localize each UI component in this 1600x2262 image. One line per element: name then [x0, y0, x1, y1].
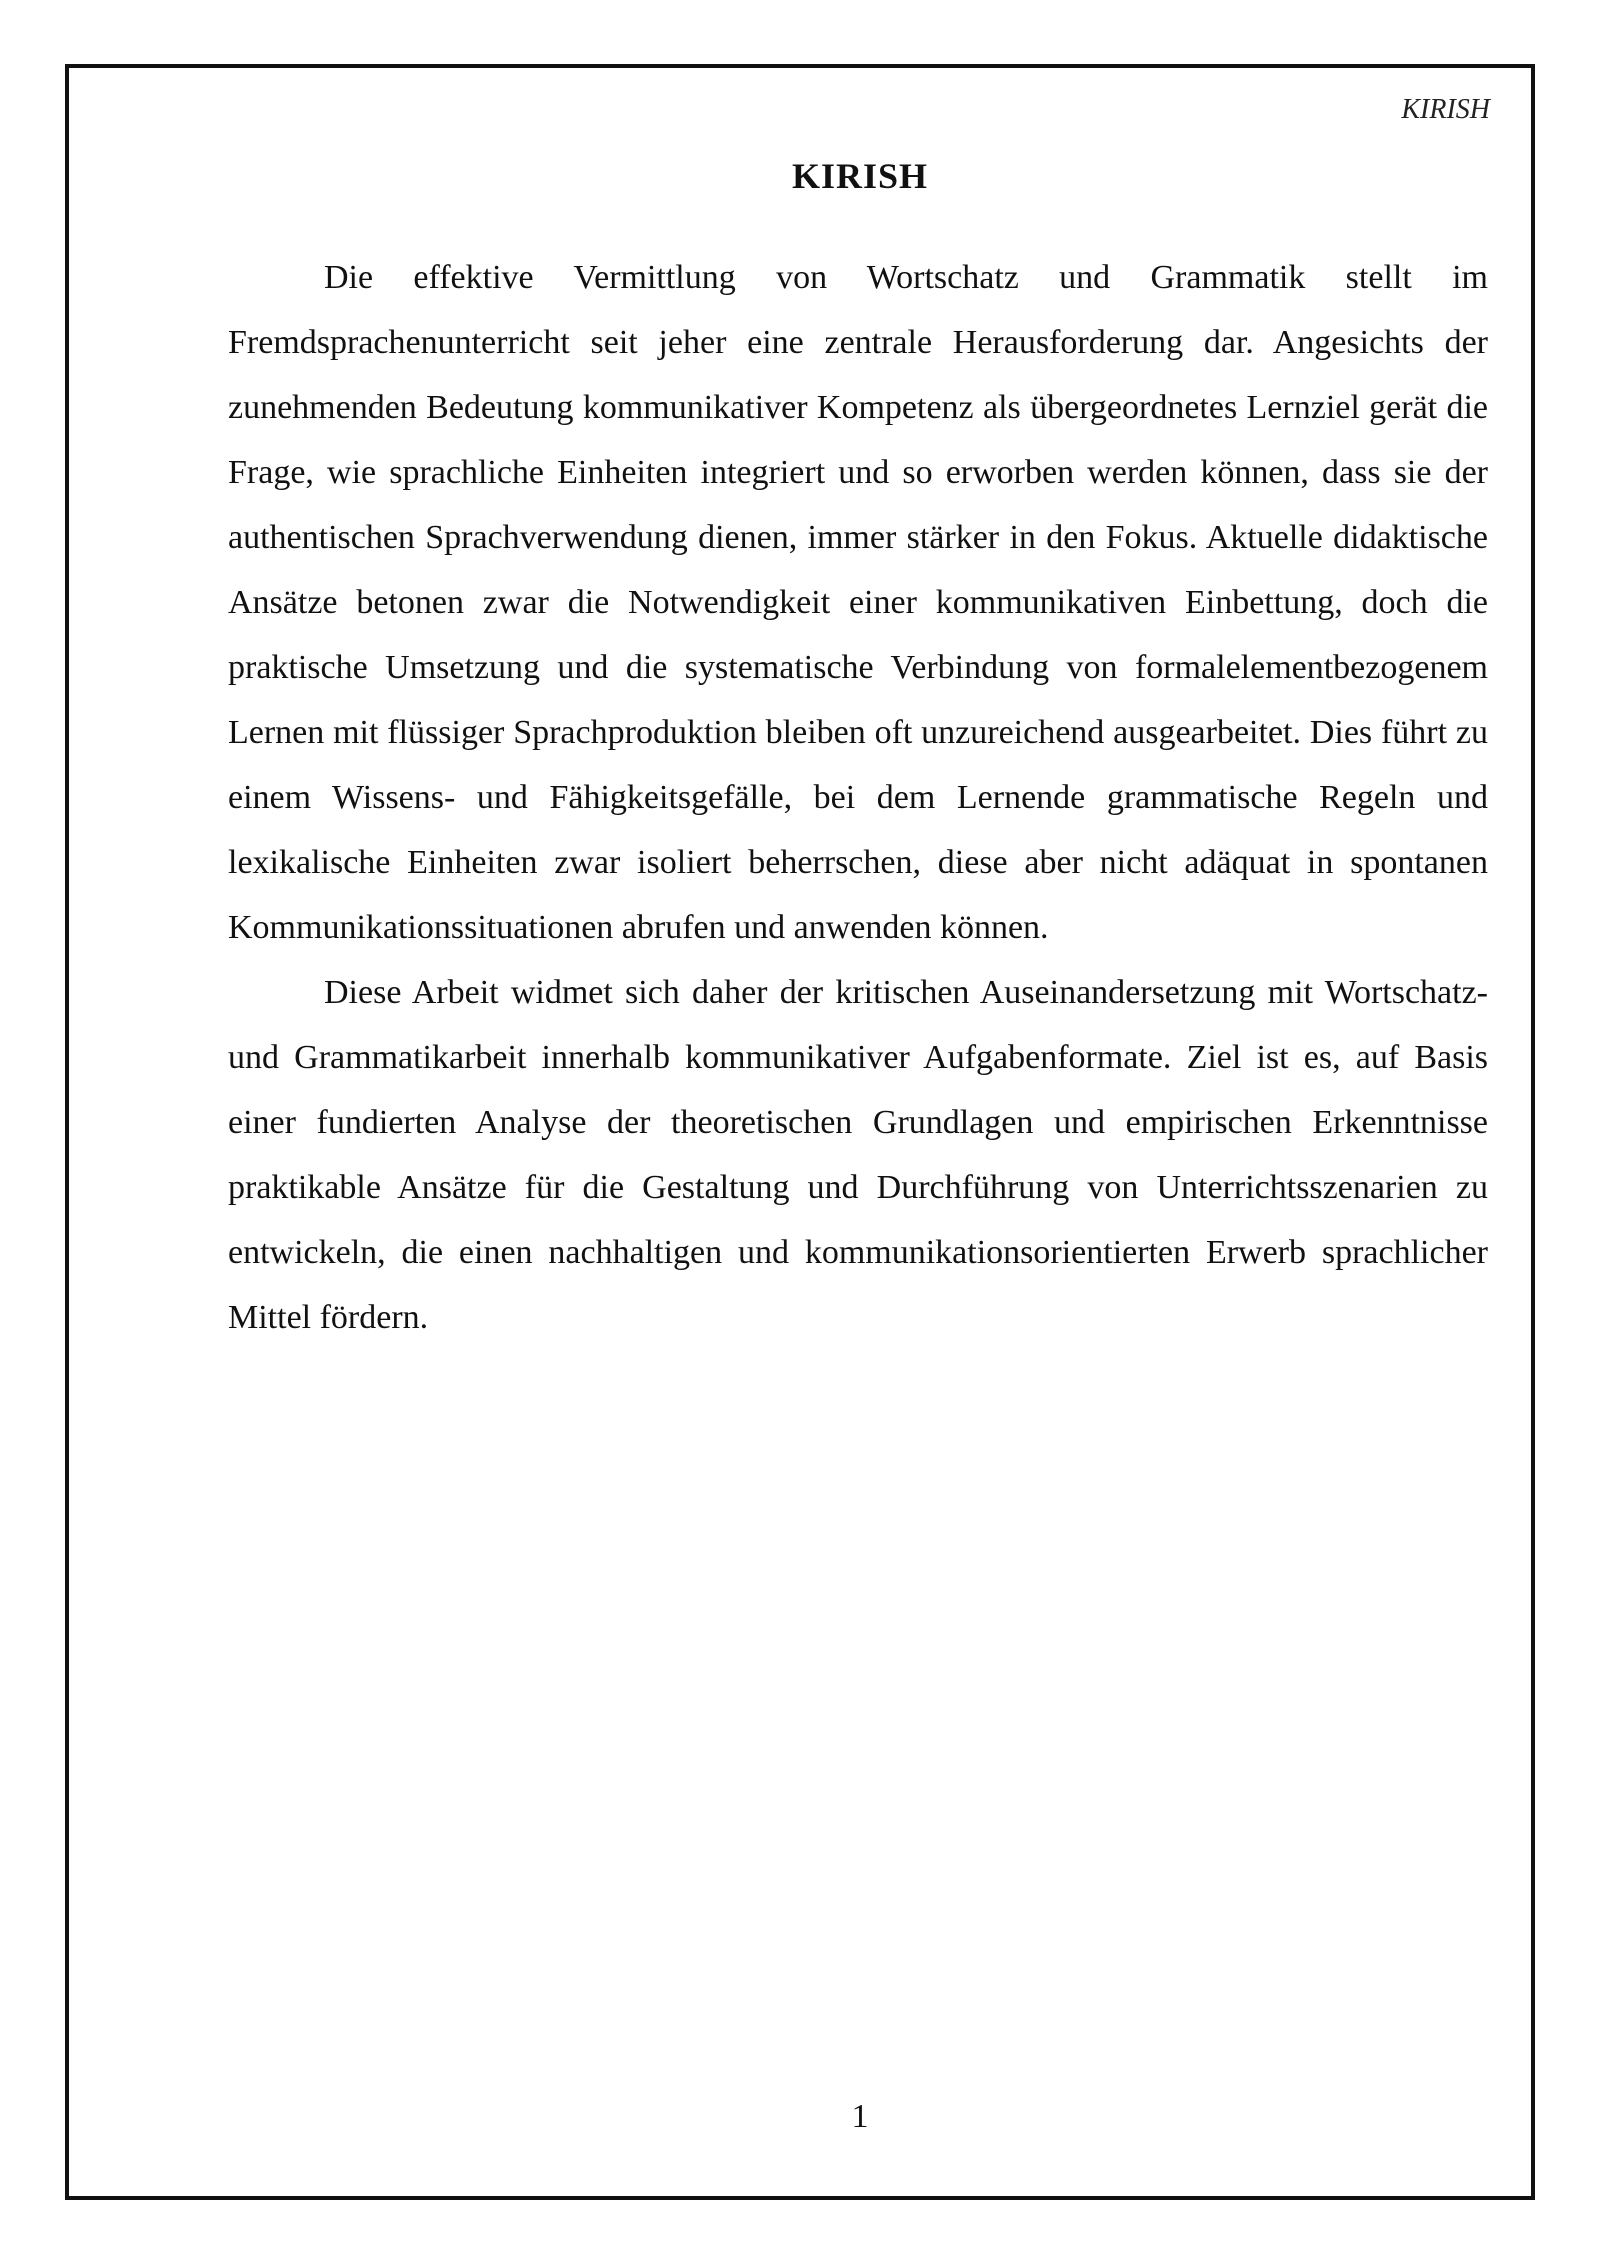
body-text — [228, 245, 1488, 1350]
page-title: KIRISH — [791, 156, 929, 196]
page-number: 1 — [851, 2098, 869, 2135]
paragraph: Diese Arbeit widmet sich daher der kritischen Auseinandersetzung mit Wortschatz- und Grammatikarbeit innerhalb kommunikativer Aufgabenformate. Ziel ist es, auf Basis einer fundierten Analyse der theoretischen Grundlagen und empirischen Erkenntnisse praktikable Ansätze für die Gestaltung und Durchführung von Unterrichtsszenarien zu entwickeln, die einen nachhaltigen und kommunikationsorientierten Erwerb sprachlicher Mittel fördern. — [228, 974, 1488, 1336]
running-header: KIRISH — [1401, 94, 1490, 125]
paragraph: Die effektive Vermittlung von Wortschatz und Grammatik stellt im Fremdsprachenunterricht seit jeher eine zentrale Herausforderung dar. Angesichts der zunehmenden Bedeutung kommunikativer Kompetenz als übergeordnetes Lernziel gerät die Frage, wie sprachliche Einheiten integriert und so erworben werden können, dass sie der authentischen Sprachverwendung dienen, immer stärker in den Fokus. Aktuelle didaktische Ansätze betonen zwar die Notwendigkeit einer kommunikativen Einbettung, doch die praktische Umsetzung und die systematische Verbindung von formalelementbezogenem Lernen mit flüssiger Sprachproduktion bleiben oft unzureichend ausgearbeitet. Dies führt zu einem Wissens- und Fähigkeitsgefälle, bei dem Lernende grammatische Regeln und lexikalische Einheiten zwar isoliert beherrschen, diese aber nicht adäquat in spontanen Kommunikationssituationen abrufen und anwenden können. — [228, 259, 1488, 946]
